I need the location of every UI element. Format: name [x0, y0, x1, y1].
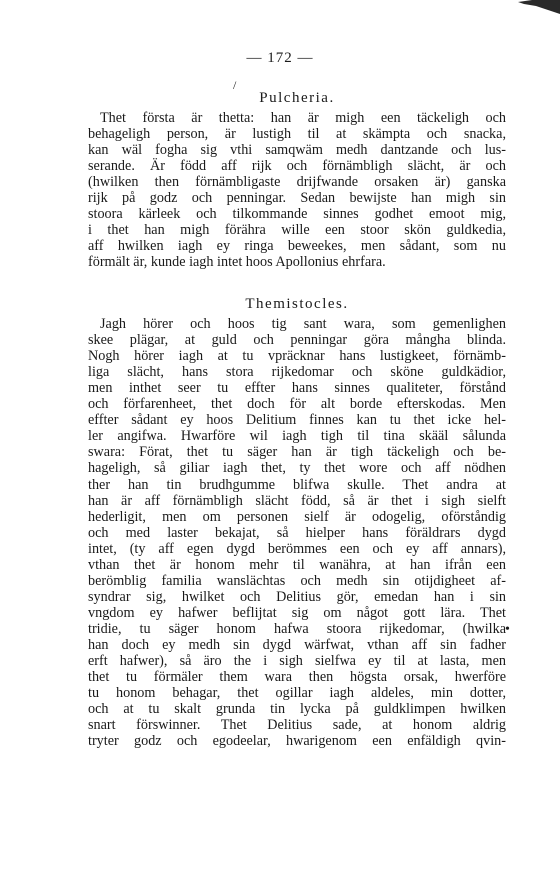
text-line: rijk på godz och penningar. Sedan bewijste han migh sin — [88, 190, 506, 207]
page-edge-shadow — [518, 0, 560, 14]
text-line: ler angifwa. Hwarföre wil iagh tigh til tina skääl sålunda — [88, 428, 506, 445]
text-line: erft hafwer), så äro the i sigh sielfwa ey til at lasta, men — [88, 653, 506, 670]
text-line: liga slächt, hans stora rijkedomar och sköne guldkädior, — [88, 364, 506, 381]
section-heading: Pulcheria. — [259, 90, 335, 106]
text-line: stoora kärleek och tilkommande sinnes godhet emoot mig, — [88, 206, 506, 223]
text-line: tryter godz och egodeelar, hwarigenom een enfäldigh qvin- — [88, 733, 506, 750]
text-line: swara: Förat, thet tu säger han är tigh täckeligh och be- — [88, 444, 506, 461]
text-line: och at tu skalt grunda tin lycka på guldklimpen hwilken — [88, 701, 506, 718]
text-line: serande. Är född aff rijk och förnämbligh slächt, är och — [88, 158, 506, 175]
text-line: effter sådant ey hoos Delitium finnes kan tu thet icke hel- — [88, 412, 506, 429]
text-line: hageligh, så giliar iagh thet, ty thet wore och aff nödhen — [88, 460, 506, 477]
text-line: tridie, tu säger honom hafwa stoora rijkedomar, (hwilka — [88, 620, 506, 637]
text-line: berömblig familia wanslächtas och medh sin otijdigheet af- — [88, 572, 506, 589]
text-line: Thet första är thetta: han är migh een täckeligh och — [100, 110, 506, 127]
section-pulcheria — [88, 90, 506, 271]
text-line: Jagh hörer och hoos tig sant wara, som gemenlighen — [100, 316, 506, 333]
text-line: men inthet seer tu effter hans sinnes qualiteter, förstånd — [88, 380, 506, 397]
text-line: och med laster bekajat, så hielper hans föräldrars dygd — [88, 524, 506, 541]
text-line: vngdom ey hafwer beflijtat sig om något gott lära. Thet — [88, 604, 506, 621]
text-line: skee plägar, at guld och penningar göra mångha blinda. — [88, 332, 506, 349]
text-line: förmält är, kunde iagh intet hoos Apollonius ehrfara. — [88, 254, 386, 271]
text-line: thet tu förmäler them wara then högsta orsak, hwerföre — [88, 669, 506, 686]
text-line: tu honom behagar, thet ogillar iagh aldeles, min dotter, — [88, 685, 506, 702]
text-line: hederligit, men om personen sielf är odogelig, oförståndig — [88, 508, 506, 525]
page-number: — 172 — — [246, 50, 314, 66]
text-line: Nogh hörer iagh at tu vpräcknar hans lustigkeet, förnämb- — [88, 348, 506, 365]
text-line: han doch ey medh sin dygd wärfwat, vthan aff sin fadher — [88, 636, 506, 653]
margin-dot: • — [505, 622, 510, 637]
text-line: i thet han migh förähra wille een stoor skön guldkedia, — [88, 222, 506, 239]
section-heading: Themistocles. — [245, 296, 349, 312]
text-line: snart förswinner. Thet Delitius sade, at honom aldrig — [88, 717, 506, 734]
text-line: och förfarenheet, thet doch för alt borde efterskodas. Men — [88, 396, 506, 413]
section-themistocles — [88, 296, 506, 749]
text-line: syndrar sig, hwilket och Delitius gör, emedan han i sin — [88, 588, 506, 605]
text-line: vthan thet är honom mehr til wanähra, at han ifrån een — [88, 556, 506, 573]
text-line: (hwilken then förnämbligaste drijfwande orsaken är) ganska — [88, 174, 506, 191]
text-line: ther han tin brudhgumme blifwa skulle. Thet andra at — [88, 476, 506, 493]
text-line: behageligh person, är lustigh til at skämpta och snacka, — [88, 126, 506, 143]
text-line: intet, (ty aff egen dygd berömmes een och ey aff annars), — [88, 540, 506, 557]
text-line: kan wäl fogha sig vthi samqwäm medh dantzande och lus- — [88, 142, 506, 159]
text-line: aff hwilken iagh ey ringa beweekes, men sådant, som nu — [88, 238, 506, 255]
stray-ink-mark: / — [233, 78, 237, 92]
text-line: han är aff förnämbligh slächt född, så är thet i sigh sielft — [88, 492, 506, 509]
